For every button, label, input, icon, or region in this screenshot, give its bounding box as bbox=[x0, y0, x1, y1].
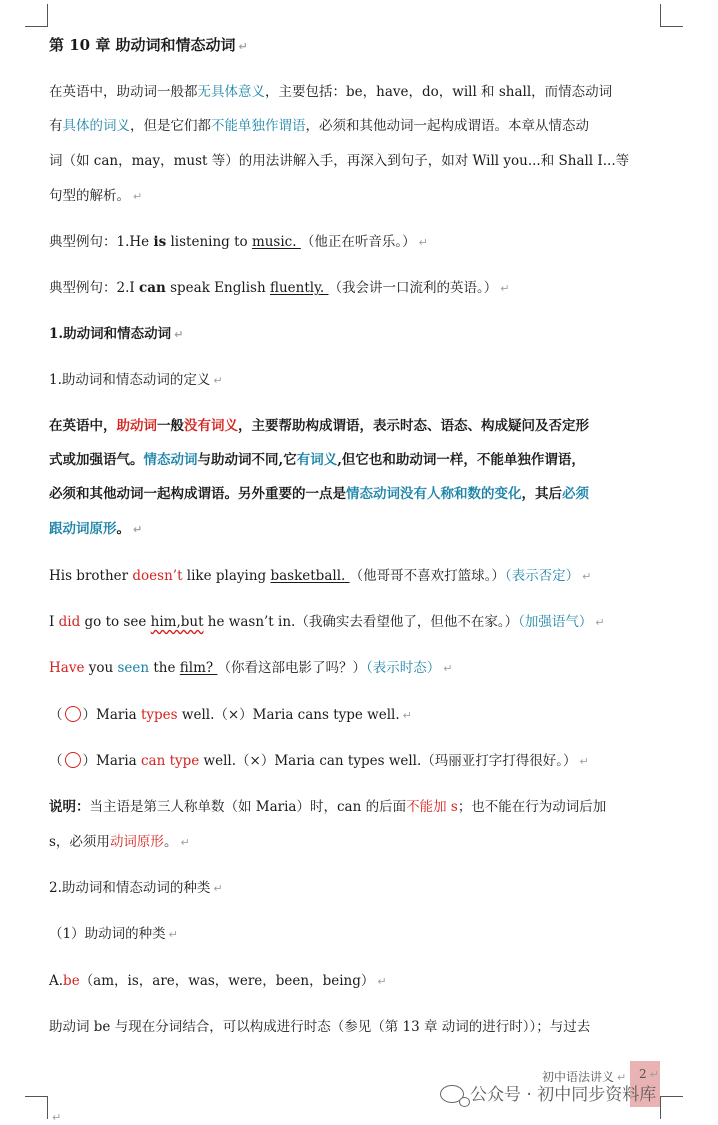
intro-line-2 bbox=[49, 115, 589, 137]
paragraph-mark: ↵ bbox=[213, 374, 223, 387]
paragraph-mark: ↵ bbox=[174, 328, 184, 341]
section-heading bbox=[49, 323, 183, 346]
watermark bbox=[440, 1080, 656, 1105]
page-number-text: 2 bbox=[639, 1067, 647, 1081]
paragraph-mark: ↵ bbox=[582, 570, 592, 583]
red-text: be bbox=[63, 973, 80, 989]
red-text: 不能加 s bbox=[406, 799, 458, 815]
intro-line-1 bbox=[49, 81, 612, 103]
text: ；也不能在行为动词后加 bbox=[457, 799, 607, 815]
blue-text: 必须 bbox=[562, 486, 589, 502]
text: 典型例句：1.He bbox=[49, 234, 154, 250]
red-text: did bbox=[58, 614, 81, 630]
correct-wrong-pair-2 bbox=[49, 750, 589, 773]
subsection-heading-3 bbox=[49, 923, 178, 946]
text: 助动词 be 与现在分词结合，可以构成进行时态（参见（第 13 章 动词的进行时））；与过去 bbox=[49, 1019, 591, 1035]
text: he wasn’t in.（我确实去看望他了，但他不在家。） bbox=[203, 614, 519, 630]
text: speak English bbox=[165, 280, 270, 296]
paragraph-mark: ↵ bbox=[238, 40, 248, 53]
intro-line-3 bbox=[49, 150, 629, 172]
text: go to see bbox=[80, 614, 151, 630]
text: 。 bbox=[116, 521, 130, 537]
crop-mark-top-left bbox=[25, 4, 48, 27]
translation: （他哥哥不喜欢打篮球。） bbox=[349, 568, 505, 584]
subsection-heading-2 bbox=[49, 877, 223, 900]
highlight-text: 不能单独作谓语 bbox=[211, 118, 306, 134]
definition-line-2 bbox=[49, 449, 585, 471]
usage-note: （表示时态） bbox=[365, 660, 441, 676]
subsection-heading-1 bbox=[49, 369, 223, 392]
paragraph-mark: ↵ bbox=[443, 662, 453, 675]
body-last-line bbox=[49, 1016, 590, 1038]
page-number bbox=[639, 1067, 659, 1081]
paragraph-mark: ↵ bbox=[133, 190, 143, 203]
correct-circle-icon bbox=[65, 752, 81, 768]
red-text: types bbox=[140, 707, 178, 723]
key-word: can bbox=[139, 280, 166, 296]
key-word: is bbox=[153, 234, 167, 250]
translation: （你看这部电影了吗？） bbox=[217, 660, 366, 676]
paragraph-mark: ↵ bbox=[595, 616, 605, 629]
note-line-1 bbox=[49, 796, 606, 818]
text: 典型例句：2.I bbox=[49, 280, 140, 296]
trailing-paragraph-mark bbox=[49, 1106, 61, 1125]
blue-text: 情态动词 bbox=[143, 452, 198, 468]
text: ，但是它们都 bbox=[130, 118, 211, 134]
blue-text: 跟动词原形 bbox=[49, 521, 117, 537]
text: I bbox=[49, 614, 59, 630]
chapter-title-text: 第 10 章 助动词和情态动词 bbox=[49, 36, 236, 54]
definition-line-3 bbox=[49, 483, 589, 505]
paragraph-mark: ↵ bbox=[180, 836, 190, 849]
red-text: 助动词 bbox=[116, 418, 157, 434]
text: ，必须和其他动词一起构成谓语。本章从情态动 bbox=[305, 118, 589, 134]
definition-line-4 bbox=[49, 518, 142, 541]
text: （am，is，are，was，were，been，being） bbox=[79, 973, 375, 989]
note-label: 说明： bbox=[49, 799, 90, 815]
text: well.（×）Maria cans type well. bbox=[177, 707, 400, 723]
translation: （我会讲一口流利的英语。） bbox=[328, 280, 498, 296]
text: 2.助动词和情态动词的种类 bbox=[49, 880, 211, 896]
highlight-text: 无具体意义 bbox=[197, 84, 265, 100]
blue-text: 有词义 bbox=[296, 452, 338, 468]
crop-mark-bottom-left bbox=[25, 1096, 48, 1119]
example-sentence-1 bbox=[49, 231, 428, 254]
text: 与助动词不同,它 bbox=[197, 452, 297, 468]
text: 。 bbox=[163, 834, 178, 850]
intro-line-4 bbox=[49, 185, 142, 208]
text: the bbox=[149, 660, 180, 676]
blue-text: seen bbox=[117, 660, 150, 676]
correct-wrong-pair-1 bbox=[49, 704, 412, 727]
text: （ bbox=[49, 707, 63, 723]
text: listening to bbox=[166, 234, 252, 250]
text: like playing bbox=[182, 568, 271, 584]
red-text: 没有词义 bbox=[184, 418, 238, 434]
correct-circle-icon bbox=[65, 706, 81, 722]
crop-mark-bottom-right bbox=[660, 1096, 683, 1119]
wechat-icon bbox=[440, 1085, 464, 1103]
text: 在英语中，助动词一般都 bbox=[49, 84, 198, 100]
red-text: can type bbox=[140, 753, 200, 769]
crop-mark-top-right bbox=[660, 4, 683, 27]
definition-line-1 bbox=[49, 415, 589, 437]
be-forms-line bbox=[49, 970, 387, 993]
text: （1）助动词的种类 bbox=[49, 926, 166, 942]
sentence-tense bbox=[49, 657, 452, 680]
paragraph-mark: ↵ bbox=[377, 975, 387, 988]
red-text: Have bbox=[49, 660, 85, 676]
text: 必须和其他动词一起构成谓语。另外重要的一点是 bbox=[49, 486, 346, 502]
paragraph-mark: ↵ bbox=[133, 523, 143, 536]
sentence-emphasis bbox=[49, 611, 605, 634]
sentence-negation bbox=[49, 565, 591, 588]
text: 当主语是第三人称单数（如 Maria）时，can 的后面 bbox=[89, 799, 407, 815]
text: well.（×）Maria can types well.（玛丽亚打字打得很好。） bbox=[199, 753, 577, 769]
text: ,但它也和助动词一样，不能单独作谓语， bbox=[337, 452, 585, 468]
paragraph-mark: ↵ bbox=[579, 755, 589, 768]
text: 式或加强语气。 bbox=[49, 452, 144, 468]
usage-note: （加强语气） bbox=[518, 614, 593, 630]
underlined-word: film? bbox=[179, 660, 218, 676]
watermark-text: 公众号 · 初中同步资料库 bbox=[470, 1085, 657, 1105]
usage-note: （表示否定） bbox=[504, 568, 580, 584]
paragraph-mark: ↵ bbox=[418, 236, 428, 249]
paragraph-mark: ↵ bbox=[213, 882, 223, 895]
paragraph-mark: ↵ bbox=[500, 282, 510, 295]
red-text: 动词原形 bbox=[109, 834, 164, 850]
text: ）Maria bbox=[82, 707, 141, 723]
text: you bbox=[84, 660, 118, 676]
text: s，必须用 bbox=[49, 834, 110, 850]
highlight-text: 具体的词义 bbox=[62, 118, 130, 134]
text: His brother bbox=[49, 568, 133, 584]
example-sentence-2 bbox=[49, 277, 509, 300]
text: 在英语中， bbox=[49, 418, 117, 434]
text: 句型的解析。 bbox=[49, 188, 130, 204]
text: 词（如 can，may，must 等）的用法讲解入手，再深入到句子，如对 Will you...和 Shall I...等 bbox=[49, 153, 630, 169]
text: 有 bbox=[49, 118, 63, 134]
text: ，其后 bbox=[521, 486, 562, 502]
text: 一般 bbox=[157, 418, 184, 434]
underlined-word: music. bbox=[251, 234, 301, 250]
footer-header-text: 初中语法讲义 bbox=[542, 1070, 615, 1084]
section-heading-text: 1.助动词和情态动词 bbox=[49, 326, 172, 342]
translation: （他正在听音乐。） bbox=[300, 234, 416, 250]
red-text: doesn’t bbox=[132, 568, 183, 584]
paragraph-mark: ↵ bbox=[649, 1068, 659, 1081]
text: ，主要帮助构成谓语，表示时态、语态、构成疑问及否定形 bbox=[238, 418, 589, 434]
paragraph-mark: ↵ bbox=[617, 1071, 627, 1084]
blue-text: 情态动词没有人称和数的变化 bbox=[346, 486, 522, 502]
underlined-word: basketball. bbox=[270, 568, 350, 584]
spellcheck-underlined-word: him,but bbox=[150, 614, 204, 630]
text: ，主要包括：be，have，do，will 和 shall，而情态动词 bbox=[265, 84, 613, 100]
paragraph-mark: ↵ bbox=[168, 928, 178, 941]
note-line-2 bbox=[49, 831, 190, 854]
text: A. bbox=[49, 973, 64, 989]
chapter-title bbox=[49, 34, 248, 58]
paragraph-mark: ↵ bbox=[402, 709, 412, 722]
text: 1.助动词和情态动词的定义 bbox=[49, 372, 211, 388]
text: （ bbox=[49, 753, 63, 769]
text: ）Maria bbox=[82, 753, 141, 769]
underlined-word: fluently. bbox=[269, 280, 329, 296]
paragraph-mark: ↵ bbox=[52, 1111, 62, 1124]
